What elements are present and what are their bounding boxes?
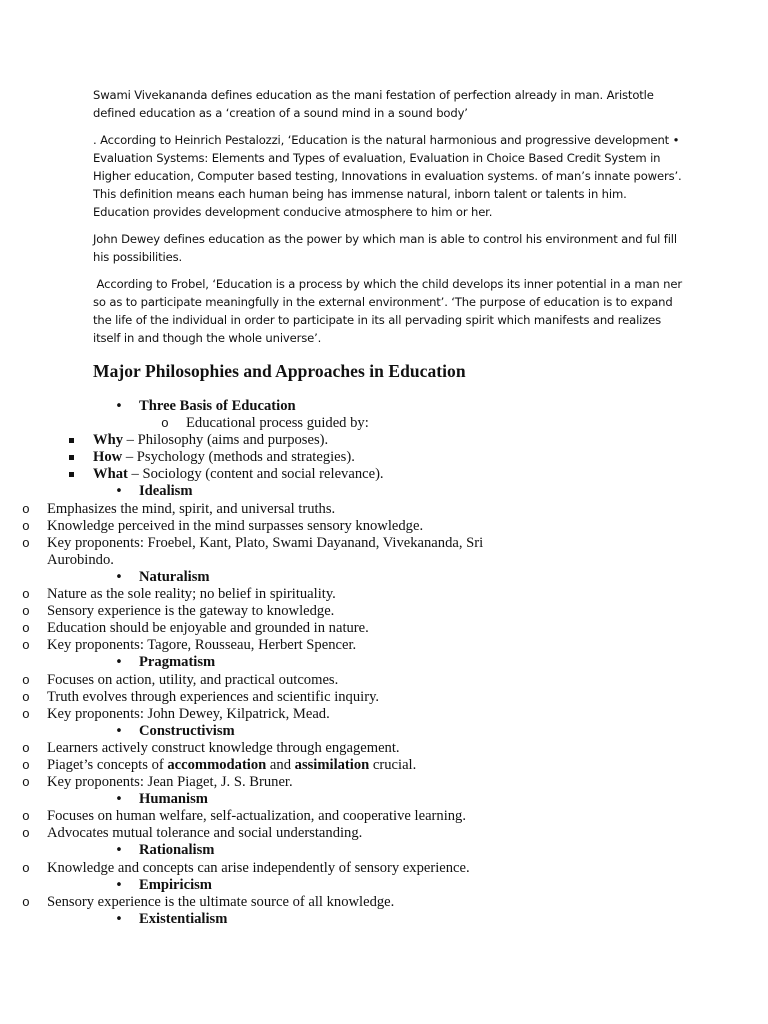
list-item (0, 535, 768, 569)
paragraph: John Dewey defines education as the power by which man is able to control his environment and ful fill his possibilities. (93, 232, 681, 264)
circle-bullet-icon: o (22, 535, 30, 551)
section-heading: Major Philosophies and Approaches in Education (93, 361, 466, 381)
outline-item-title: Constructivism (139, 722, 235, 739)
outline-item-title: Existentialism (139, 910, 228, 927)
circle-bullet-icon: o (22, 672, 30, 688)
list-item-text: Key proponents: John Dewey, Kilpatrick, Mead. (47, 705, 330, 722)
term: accommodation (167, 756, 267, 773)
square-bullet-icon (69, 472, 74, 477)
bullet-icon: • (115, 792, 123, 808)
bullet-icon: • (115, 655, 123, 671)
list-item (0, 603, 768, 620)
term: What (93, 466, 128, 483)
outline-item-existentialism (0, 911, 768, 928)
bullet-icon: • (115, 911, 123, 927)
bullet-icon: • (115, 399, 123, 414)
outline-item-idealism (0, 483, 768, 500)
term: How (93, 449, 123, 466)
circle-bullet-icon: o (22, 501, 30, 517)
list-item-text: Sensory experience is the gateway to knowledge. (47, 603, 335, 620)
outline-item-pragmatism (0, 654, 768, 671)
outline-item-three-basis (0, 398, 768, 432)
list-item-text: Nature as the sole reality; no belief in spirituality. (47, 586, 336, 603)
circle-bullet-icon: o (22, 604, 30, 620)
list-item-text: Key proponents: Jean Piaget, J. S. Bruner. (47, 774, 293, 791)
list-item (0, 466, 768, 483)
circle-bullet-icon: o (22, 621, 30, 637)
circle-bullet-icon: o (22, 740, 30, 756)
outline-item-title: Idealism (139, 483, 193, 500)
circle-bullet-icon: o (22, 757, 30, 773)
intro-text (93, 86, 686, 356)
list-item (0, 860, 768, 877)
outline-item-naturalism (0, 569, 768, 586)
bullet-icon: • (115, 569, 123, 585)
circle-bullet-icon: o (22, 518, 30, 534)
outline-item-title: Three Basis of Education (139, 398, 296, 414)
outline-item-humanism (0, 791, 768, 808)
list-item-text: Key proponents: Tagore, Rousseau, Herbert Spencer. (47, 637, 357, 654)
list-item-text: Focuses on action, utility, and practical outcomes. (47, 671, 339, 688)
list-item (0, 449, 768, 466)
list-item-text: Sensory experience is the ultimate source of all knowledge. (47, 893, 395, 910)
outline-item-empiricism (0, 877, 768, 894)
bullet-icon: • (115, 877, 123, 893)
list-item-text: and (266, 756, 295, 773)
list-item (0, 620, 768, 637)
circle-bullet-icon: o (22, 638, 30, 654)
outline-item-title: Empiricism (139, 876, 212, 893)
list-item-text: crucial. (369, 756, 417, 773)
list-item (0, 672, 768, 689)
list-item (0, 774, 768, 791)
circle-bullet-icon: o (22, 775, 30, 791)
list-item (0, 825, 768, 842)
circle-bullet-icon: o (22, 689, 30, 705)
list-item (0, 501, 768, 518)
term-description: – Philosophy (aims and purposes). (123, 432, 329, 449)
list-item (0, 894, 768, 911)
circle-bullet-icon: o (161, 416, 169, 432)
square-bullet-icon (69, 455, 74, 460)
list-item-text: Education should be enjoyable and grounded in nature. (47, 620, 369, 637)
outline-item-title: Rationalism (139, 842, 215, 859)
circle-bullet-icon: o (22, 860, 30, 876)
philosophy-outline (0, 398, 768, 928)
list-item (0, 586, 768, 603)
list-item-text: Piaget’s concepts of (47, 756, 168, 773)
outline-item-title: Pragmatism (139, 654, 216, 671)
paragraph: According to Frobel, ‘Education is a process by which the child develops its inner potential in a man ner so as to participate meaningfully in the external environment’. ‘The purpose of education is to expand the life of the individual in order to participate in its all pervading spirit which manifests and realizes itself in and though the whole universe’. (93, 277, 686, 345)
list-item-text: Educational process guided by: (186, 415, 369, 432)
list-item-text: Advocates mutual tolerance and social understanding. (47, 825, 363, 842)
outline-item-title: Naturalism (139, 568, 210, 585)
bullet-icon: • (115, 484, 123, 500)
term-description: – Sociology (content and social relevance). (127, 466, 384, 483)
outline-item-title: Humanism (139, 791, 208, 808)
list-item-text: Knowledge perceived in the mind surpasses sensory knowledge. (47, 517, 424, 534)
list-item (0, 757, 768, 774)
list-item-text: Truth evolves through experiences and scientific inquiry. (47, 688, 380, 705)
list-item (0, 740, 768, 757)
outline-item-rationalism (0, 842, 768, 859)
circle-bullet-icon: o (22, 706, 30, 722)
paragraph: . According to Heinrich Pestalozzi, ‘Education is the natural harmonious and progressive development • Evaluation Systems: Elements and Types of evaluation, Evaluation in Choice Based Credit System in Higher education, Computer based testing, Innovations in evaluation systems. of man’s innate powers’. This definition means each human being has immense natural, inborn talent or talents in him. Education provides development conducive atmosphere to him or her. (93, 133, 686, 219)
list-item-text: Knowledge and concepts can arise independently of sensory experience. (47, 859, 470, 876)
bullet-icon: • (115, 723, 123, 739)
term: Why (93, 432, 124, 449)
circle-bullet-icon: o (22, 894, 30, 910)
list-item (0, 706, 768, 723)
term: assimilation (294, 756, 370, 773)
circle-bullet-icon: o (22, 809, 30, 825)
list-item (0, 432, 768, 449)
bullet-icon: • (115, 843, 123, 859)
square-bullet-icon (69, 438, 74, 443)
list-item-text: Emphasizes the mind, spirit, and universal truths. (47, 500, 336, 517)
circle-bullet-icon: o (22, 826, 30, 842)
circle-bullet-icon: o (22, 587, 30, 603)
list-item (0, 637, 768, 654)
outline-item-constructivism (0, 723, 768, 740)
list-item (0, 518, 768, 535)
list-item (139, 415, 768, 432)
list-item (0, 689, 768, 706)
paragraph: Swami Vivekananda defines education as the mani festation of perfection already in man. Aristotle defined education as a ‘creation of a sound mind in a sound body’ (93, 88, 658, 120)
list-item-text: Focuses on human welfare, self-actualization, and cooperative learning. (47, 808, 467, 825)
term-description: – Psychology (methods and strategies). (122, 449, 355, 466)
list-item-text: Key proponents: Froebel, Kant, Plato, Swami Dayanand, Vivekananda, Sri Aurobindo. (47, 534, 484, 568)
list-item (0, 808, 768, 825)
list-item-text: Learners actively construct knowledge through engagement. (47, 739, 400, 756)
